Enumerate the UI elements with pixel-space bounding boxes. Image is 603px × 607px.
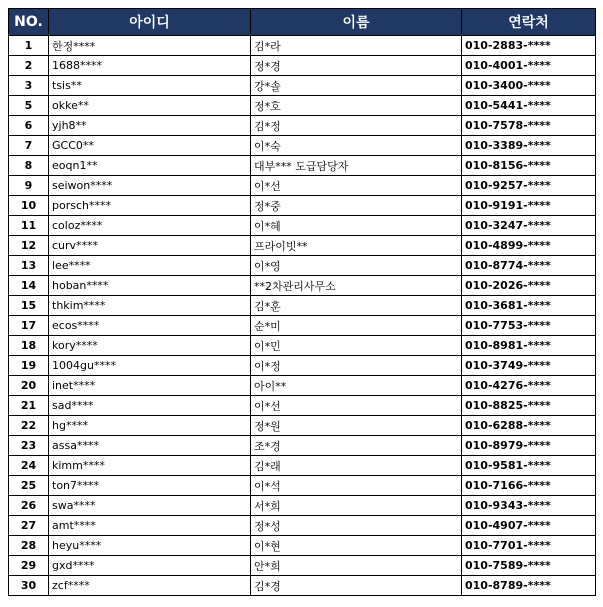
cell-phone: 010-7701-****: [462, 536, 596, 556]
table-row: [9, 416, 596, 436]
cell-phone: 010-8981-****: [462, 336, 596, 356]
cell-name: 정*성: [251, 516, 462, 536]
cell-id: ecos****: [49, 316, 251, 336]
cell-no: 13: [9, 256, 49, 276]
table-row: [9, 296, 596, 316]
cell-phone: 010-5441-****: [462, 96, 596, 116]
table-row: [9, 576, 596, 596]
cell-name: 프라이빗**: [251, 236, 462, 256]
cell-id: 1688****: [49, 56, 251, 76]
table-row: [9, 436, 596, 456]
cell-name: 김*정: [251, 116, 462, 136]
cell-no: 11: [9, 216, 49, 236]
table-row: [9, 356, 596, 376]
cell-phone: 010-4899-****: [462, 236, 596, 256]
cell-phone: 010-9343-****: [462, 496, 596, 516]
table-row: [9, 496, 596, 516]
cell-no: 20: [9, 376, 49, 396]
cell-phone: 010-9191-****: [462, 196, 596, 216]
cell-no: 28: [9, 536, 49, 556]
cell-name: **2차관리사무소: [251, 276, 462, 296]
cell-phone: 010-8156-****: [462, 156, 596, 176]
cell-name: 이*석: [251, 476, 462, 496]
cell-no: 29: [9, 556, 49, 576]
cell-phone: 010-8979-****: [462, 436, 596, 456]
cell-name: 조*경: [251, 436, 462, 456]
cell-name: 순*미: [251, 316, 462, 336]
cell-no: 30: [9, 576, 49, 596]
column-header-id: 아이디: [49, 9, 251, 36]
cell-no: 26: [9, 496, 49, 516]
table-row: [9, 136, 596, 156]
table-row: [9, 156, 596, 176]
cell-no: 12: [9, 236, 49, 256]
cell-id: seiwon****: [49, 176, 251, 196]
cell-name: 김*훈: [251, 296, 462, 316]
cell-phone: 010-7589-****: [462, 556, 596, 576]
cell-phone: 010-4001-****: [462, 56, 596, 76]
cell-name: 이*숙: [251, 136, 462, 156]
cell-phone: 010-8774-****: [462, 256, 596, 276]
cell-phone: 010-2026-****: [462, 276, 596, 296]
cell-name: 이*선: [251, 396, 462, 416]
cell-name: 강*솔: [251, 76, 462, 96]
cell-id: hoban****: [49, 276, 251, 296]
cell-id: hg****: [49, 416, 251, 436]
cell-id: 한정****: [49, 36, 251, 56]
cell-no: 2: [9, 56, 49, 76]
cell-id: ton7****: [49, 476, 251, 496]
cell-phone: 010-7753-****: [462, 316, 596, 336]
table-row: [9, 196, 596, 216]
cell-id: kimm****: [49, 456, 251, 476]
cell-phone: 010-6288-****: [462, 416, 596, 436]
table-row: [9, 456, 596, 476]
cell-id: porsch****: [49, 196, 251, 216]
cell-name: 정*호: [251, 96, 462, 116]
cell-no: 27: [9, 516, 49, 536]
cell-name: 이*현: [251, 536, 462, 556]
cell-name: 이*혜: [251, 216, 462, 236]
table-row: [9, 556, 596, 576]
table-row: [9, 376, 596, 396]
cell-phone: 010-3749-****: [462, 356, 596, 376]
cell-id: 1004gu****: [49, 356, 251, 376]
cell-name: 이*선: [251, 176, 462, 196]
cell-no: 3: [9, 76, 49, 96]
cell-id: sad****: [49, 396, 251, 416]
cell-no: 18: [9, 336, 49, 356]
cell-id: okke**: [49, 96, 251, 116]
cell-phone: 010-2883-****: [462, 36, 596, 56]
cell-id: kory****: [49, 336, 251, 356]
table-row: [9, 96, 596, 116]
cell-name: 김*라: [251, 36, 462, 56]
cell-id: inet****: [49, 376, 251, 396]
cell-no: 19: [9, 356, 49, 376]
cell-id: thkim****: [49, 296, 251, 316]
cell-id: assa****: [49, 436, 251, 456]
table-row: [9, 536, 596, 556]
table-row: [9, 56, 596, 76]
cell-id: eoqn1**: [49, 156, 251, 176]
cell-phone: 010-3247-****: [462, 216, 596, 236]
cell-phone: 010-9581-****: [462, 456, 596, 476]
cell-name: 정*중: [251, 196, 462, 216]
cell-no: 15: [9, 296, 49, 316]
cell-id: zcf****: [49, 576, 251, 596]
cell-id: curv****: [49, 236, 251, 256]
cell-name: 김*경: [251, 576, 462, 596]
cell-no: 6: [9, 116, 49, 136]
cell-no: 21: [9, 396, 49, 416]
cell-no: 25: [9, 476, 49, 496]
cell-no: 9: [9, 176, 49, 196]
table-row: [9, 476, 596, 496]
cell-phone: 010-3400-****: [462, 76, 596, 96]
cell-phone: 010-7166-****: [462, 476, 596, 496]
cell-no: 10: [9, 196, 49, 216]
cell-id: coloz****: [49, 216, 251, 236]
table-row: [9, 216, 596, 236]
table-row: [9, 76, 596, 96]
cell-no: 23: [9, 436, 49, 456]
cell-no: 14: [9, 276, 49, 296]
cell-id: amt****: [49, 516, 251, 536]
cell-name: 정*원: [251, 416, 462, 436]
table-row: [9, 36, 596, 56]
column-header-no: NO.: [9, 9, 49, 36]
table-row: [9, 396, 596, 416]
cell-phone: 010-8789-****: [462, 576, 596, 596]
table-row: [9, 316, 596, 336]
cell-name: 이*민: [251, 336, 462, 356]
table-header-row: [9, 9, 596, 36]
column-header-contact: 연락처: [462, 9, 596, 36]
cell-name: 정*경: [251, 56, 462, 76]
column-header-name: 이름: [251, 9, 462, 36]
cell-no: 8: [9, 156, 49, 176]
member-list: [8, 8, 596, 596]
cell-name: 서*희: [251, 496, 462, 516]
cell-name: 안*희: [251, 556, 462, 576]
table-row: [9, 336, 596, 356]
table-row: [9, 176, 596, 196]
cell-id: gxd****: [49, 556, 251, 576]
cell-id: lee****: [49, 256, 251, 276]
cell-id: tsis**: [49, 76, 251, 96]
cell-no: 24: [9, 456, 49, 476]
cell-id: GCC0**: [49, 136, 251, 156]
cell-no: 22: [9, 416, 49, 436]
cell-phone: 010-7578-****: [462, 116, 596, 136]
cell-phone: 010-4907-****: [462, 516, 596, 536]
table-row: [9, 516, 596, 536]
member-table: [8, 8, 596, 596]
cell-id: yjh8**: [49, 116, 251, 136]
table-row: [9, 236, 596, 256]
cell-phone: 010-8825-****: [462, 396, 596, 416]
table-row: [9, 256, 596, 276]
table-row: [9, 116, 596, 136]
table-body: [9, 36, 596, 596]
cell-phone: 010-3389-****: [462, 136, 596, 156]
cell-name: 이*정: [251, 356, 462, 376]
cell-phone: 010-3681-****: [462, 296, 596, 316]
cell-id: swa****: [49, 496, 251, 516]
cell-name: 이*영: [251, 256, 462, 276]
cell-no: 17: [9, 316, 49, 336]
cell-id: heyu****: [49, 536, 251, 556]
cell-phone: 010-4276-****: [462, 376, 596, 396]
cell-no: 7: [9, 136, 49, 156]
cell-name: 대부*** 도급담당자: [251, 156, 462, 176]
cell-no: 1: [9, 36, 49, 56]
cell-phone: 010-9257-****: [462, 176, 596, 196]
table-row: [9, 276, 596, 296]
cell-name: 아이**: [251, 376, 462, 396]
cell-name: 김*래: [251, 456, 462, 476]
cell-no: 5: [9, 96, 49, 116]
